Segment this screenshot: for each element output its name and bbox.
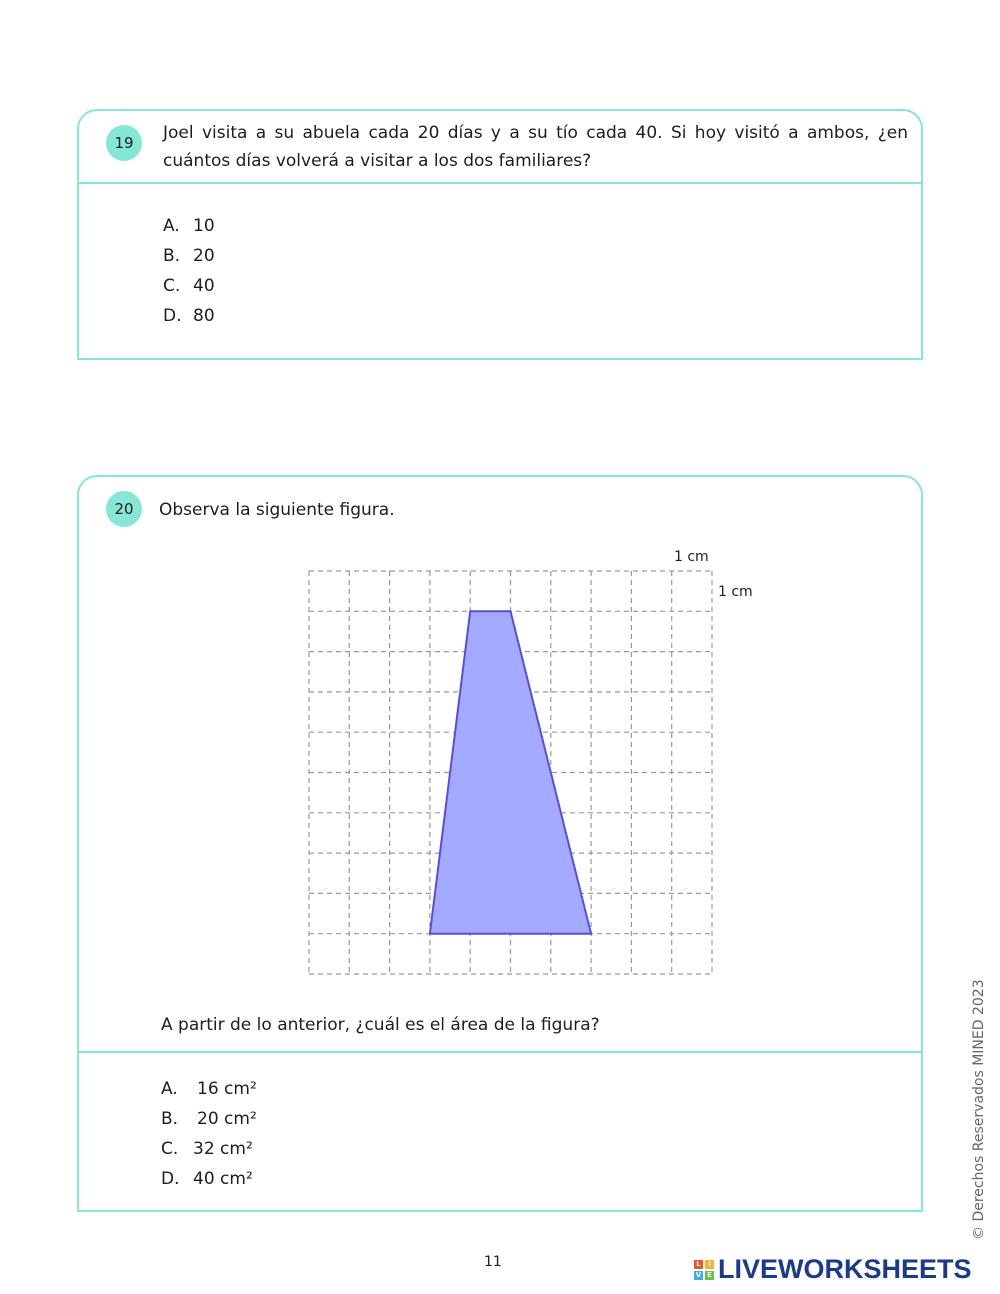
question-number-badge: 20 bbox=[106, 491, 142, 527]
question-20-prompt: A partir de lo anterior, ¿cuál es el área de la figura? bbox=[161, 1015, 600, 1035]
copyright-notice: © Derechos Reservados MINED 2023 bbox=[971, 979, 987, 1240]
option-c[interactable]: C. 32 cm² bbox=[161, 1139, 253, 1159]
option-b[interactable]: B. 20 cm² bbox=[161, 1109, 257, 1129]
option-d[interactable]: D. 40 cm² bbox=[161, 1169, 253, 1189]
option-d[interactable]: D. 80 bbox=[163, 306, 215, 326]
question-19-card bbox=[77, 109, 923, 360]
question-20-intro: Observa la siguiente figura. bbox=[159, 500, 395, 520]
question-19-text: Joel visita a su abuela cada 20 días y a su tío cada 40. Si hoy visitó a ambos, ¿en cuántos días volverá a visitar a los dos familiares? bbox=[163, 123, 908, 171]
brand-text: LIVEWORKSHEETS bbox=[718, 1254, 972, 1284]
option-a[interactable]: A. 10 bbox=[163, 216, 215, 236]
divider bbox=[77, 1051, 923, 1053]
option-b[interactable]: B. 20 bbox=[163, 246, 215, 266]
grid-figure bbox=[79, 477, 921, 997]
trapezoid-shape bbox=[430, 611, 591, 933]
liveworksheets-brand[interactable] bbox=[694, 1254, 972, 1285]
unit-label-vertical: 1 cm bbox=[718, 584, 753, 600]
question-19-options bbox=[163, 211, 215, 331]
question-20-options bbox=[161, 1074, 257, 1194]
option-a[interactable]: A. 16 cm² bbox=[161, 1079, 257, 1099]
divider bbox=[77, 182, 923, 184]
question-number-badge: 19 bbox=[106, 125, 142, 161]
unit-label-horizontal: 1 cm bbox=[674, 549, 709, 565]
page-number: 11 bbox=[484, 1254, 502, 1270]
question-20-card bbox=[77, 475, 923, 1212]
option-c[interactable]: C. 40 bbox=[163, 276, 215, 296]
liveworksheets-logo-icon: L I V E bbox=[694, 1260, 714, 1280]
